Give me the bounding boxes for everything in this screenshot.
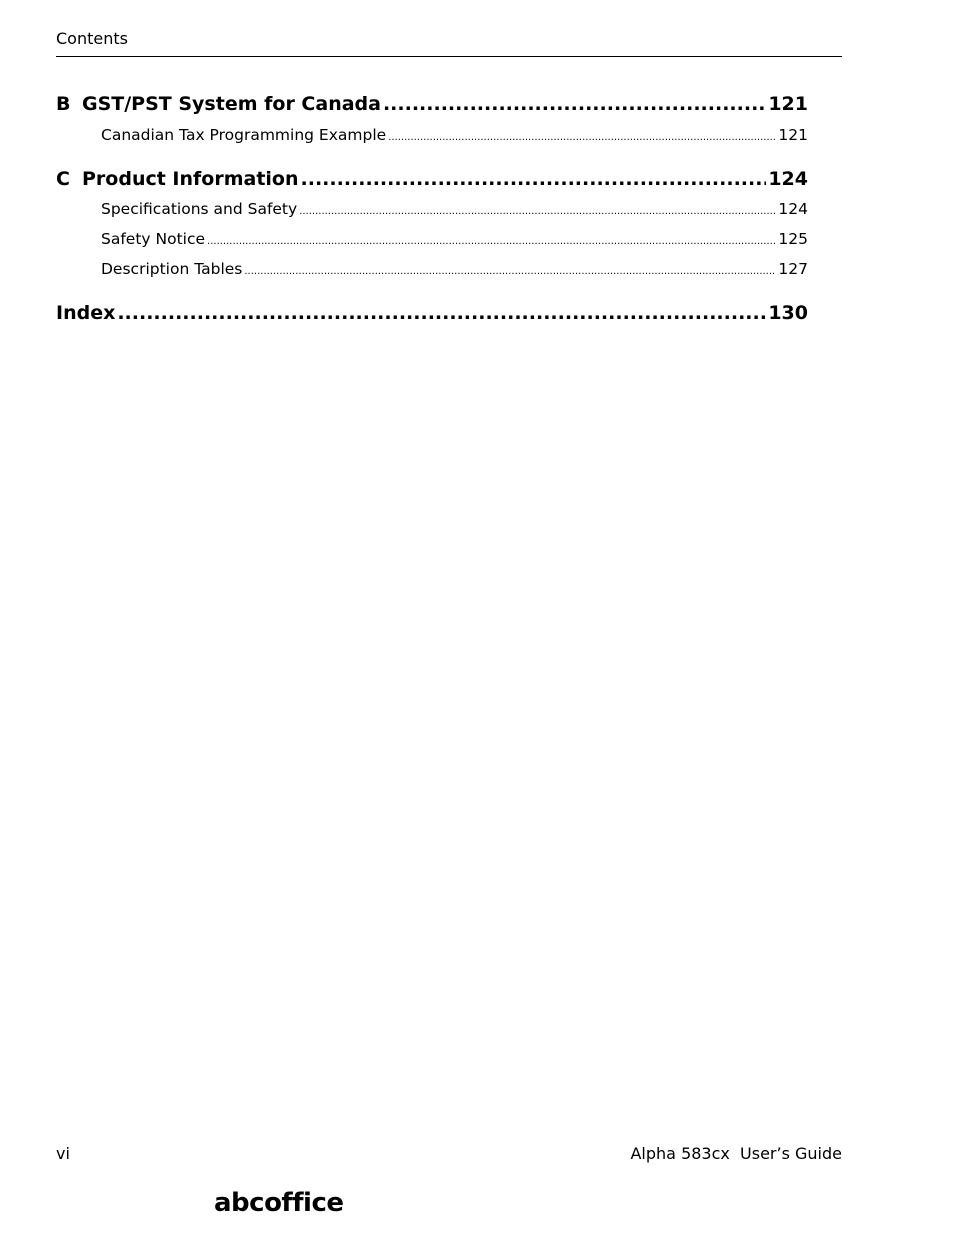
toc-entry-safety-notice[interactable]	[101, 228, 808, 253]
dot-leader	[301, 166, 767, 192]
toc-entry-title: Index	[56, 302, 116, 324]
dot-leader	[388, 127, 776, 149]
toc-entry-letter: C	[56, 168, 70, 190]
toc-entry-title: Canadian Tax Programming Example	[101, 126, 387, 144]
dot-leader	[383, 91, 766, 117]
footer-guide-title: Alpha 583cx User’s Guide	[630, 1144, 842, 1163]
toc-entry-title: Specifications and Safety	[101, 200, 298, 218]
toc-entry-page: 124	[768, 168, 808, 190]
footer-page-number: vi	[56, 1144, 70, 1163]
toc-entry-letter: B	[56, 93, 71, 115]
toc-entry-title: GST/PST System for Canada	[82, 93, 381, 115]
header-rule	[56, 56, 842, 57]
dot-leader	[117, 300, 766, 326]
toc-entry-appendix-c[interactable]	[56, 166, 808, 192]
toc-entry-canadian-tax-programming-example[interactable]	[101, 124, 808, 149]
toc-entry-page: 124	[778, 200, 808, 218]
toc-entry-description-tables[interactable]	[101, 258, 808, 283]
toc-entry-page: 130	[768, 302, 808, 324]
toc-entry-title: Safety Notice	[101, 230, 206, 248]
toc-entry-page: 127	[778, 260, 808, 278]
dot-leader	[207, 231, 776, 253]
toc-entry-appendix-b[interactable]	[56, 91, 808, 117]
running-head-title: Contents	[56, 29, 128, 48]
toc-entry-page: 125	[778, 230, 808, 248]
dot-leader	[244, 261, 776, 283]
toc-entry-page: 121	[778, 126, 808, 144]
toc-entry-index[interactable]	[56, 300, 808, 326]
toc-entry-page: 121	[768, 93, 808, 115]
toc-entry-title: Product Information	[82, 168, 299, 190]
brand-logo: abcoffice	[214, 1188, 344, 1218]
dot-leader	[299, 201, 776, 223]
toc-entry-title: Description Tables	[101, 260, 243, 278]
toc-entry-specifications-and-safety[interactable]	[101, 198, 808, 223]
